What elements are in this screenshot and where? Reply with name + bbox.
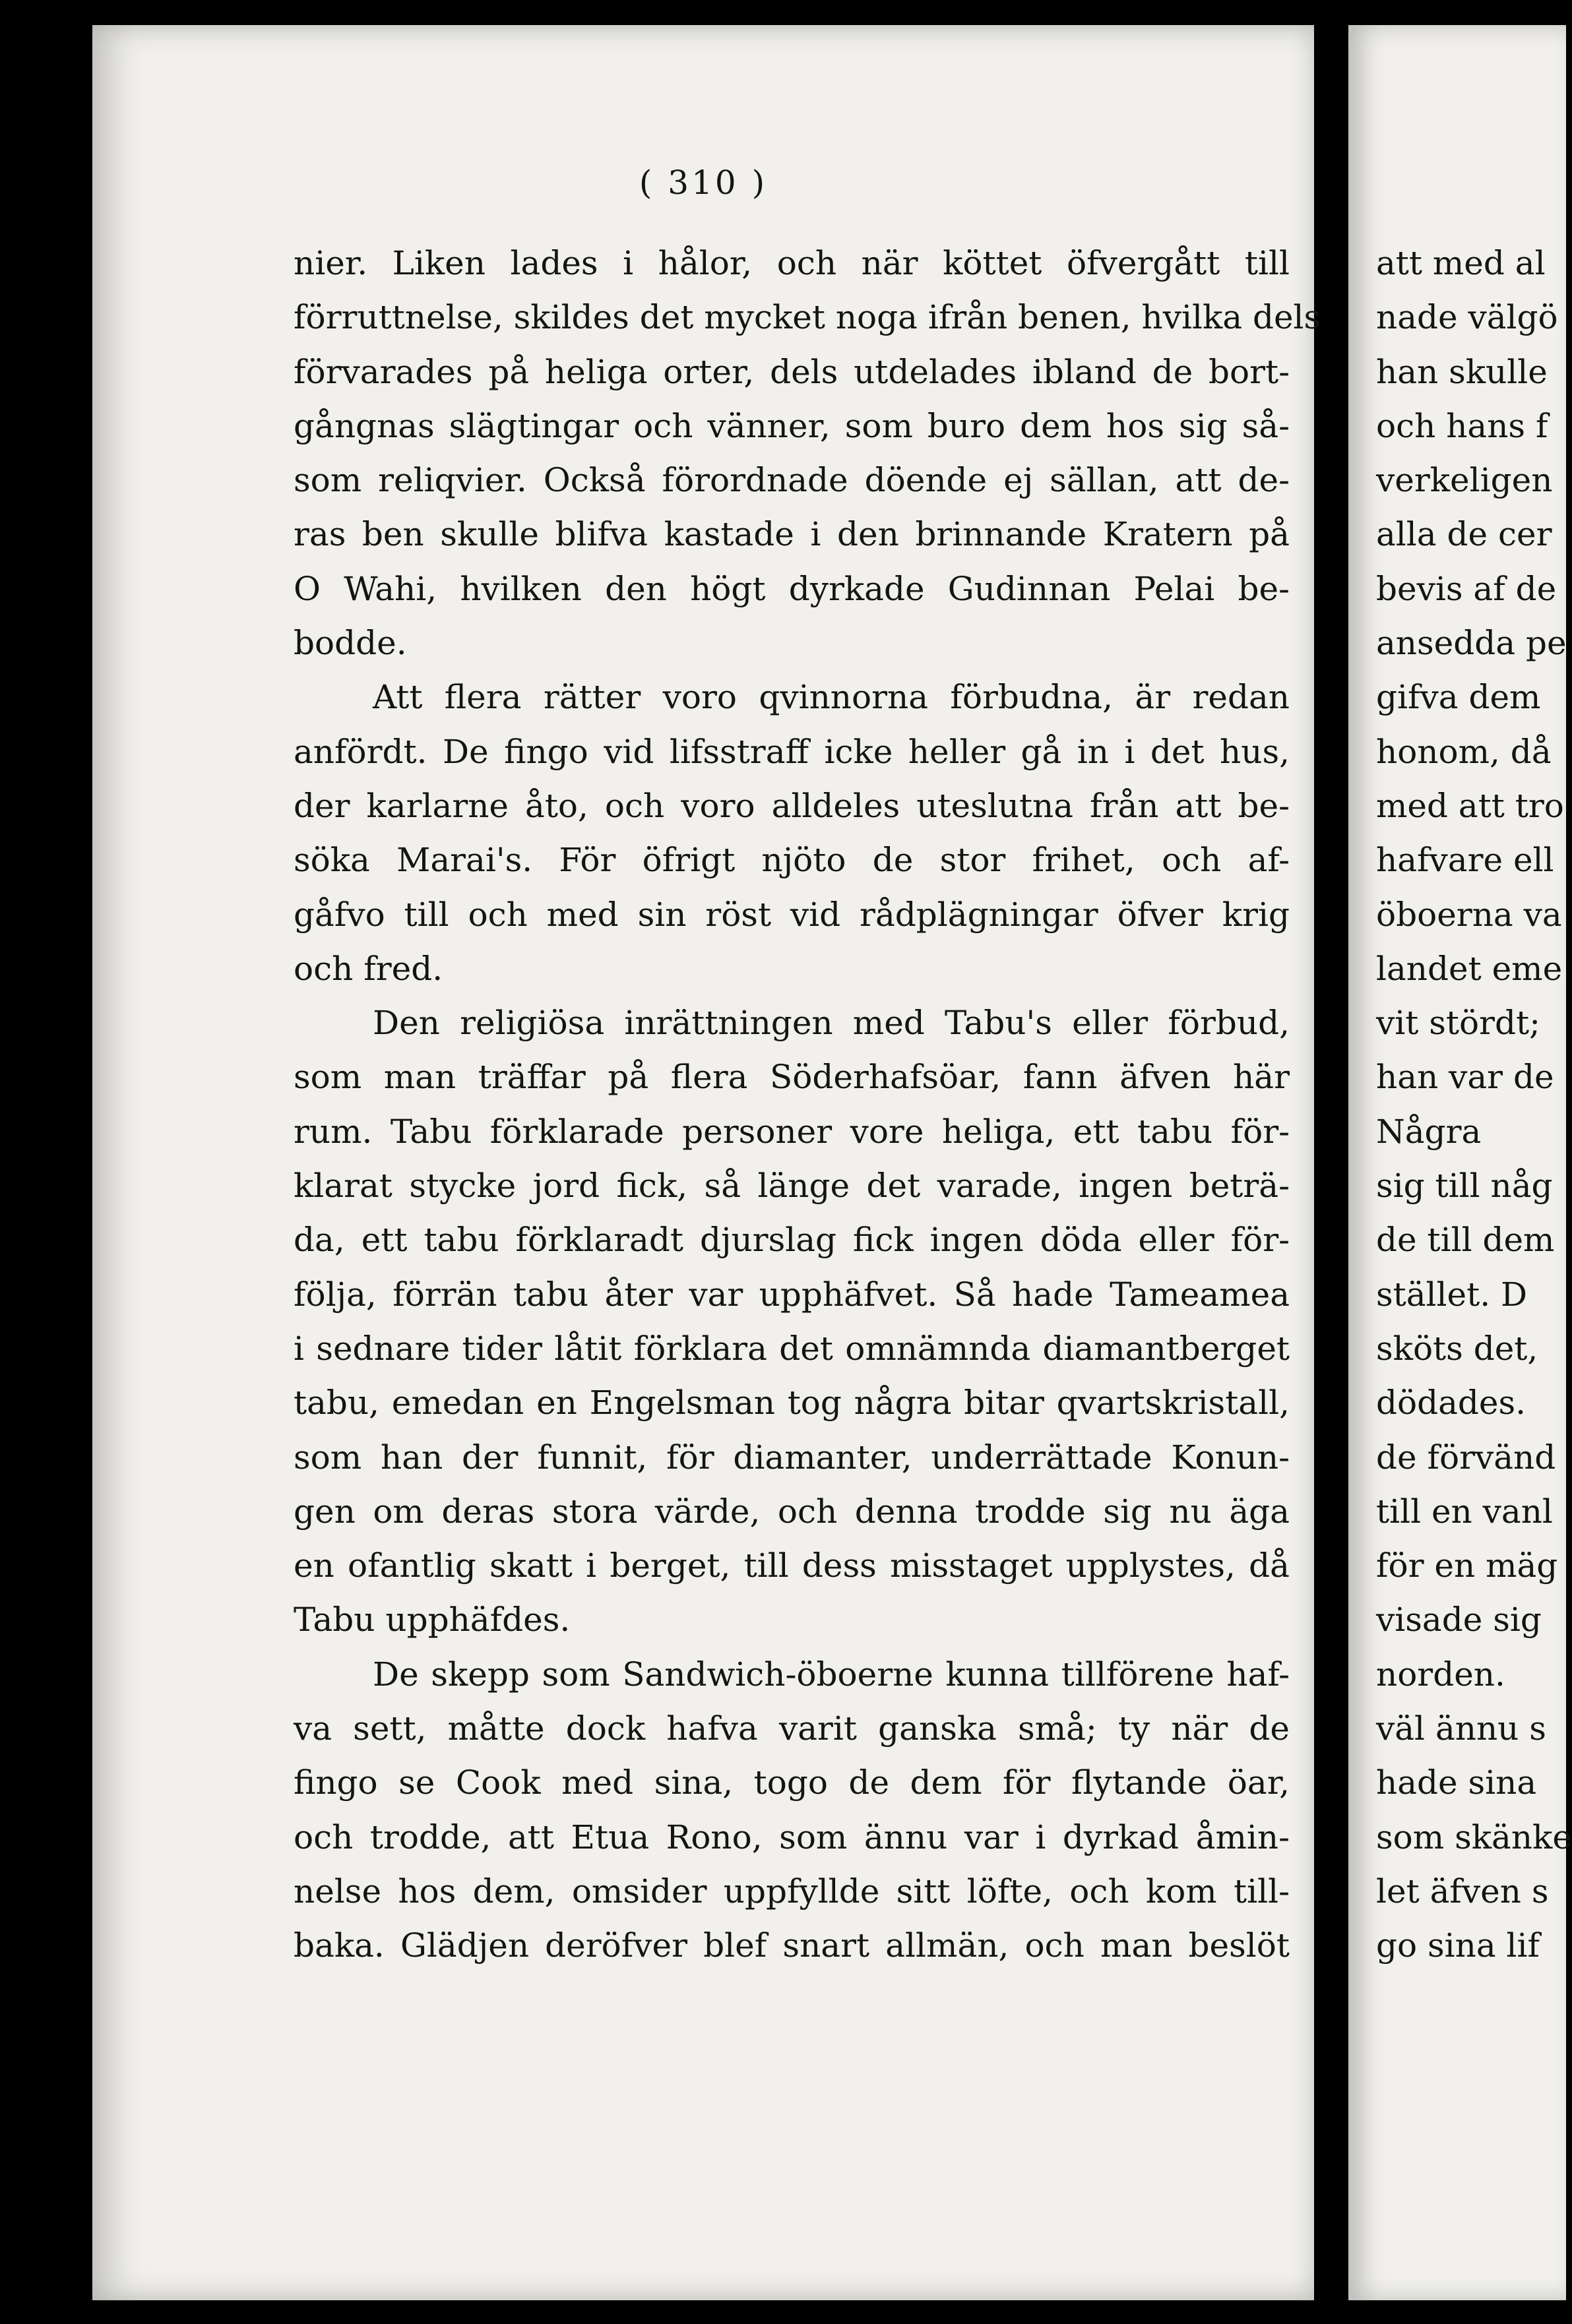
text-line: och trodde, att Etua Rono, som ännu var i dyrkad åmin- [294, 1818, 1290, 1856]
next-page-line: han var de [1376, 1058, 1554, 1097]
text-line: tabu, emedan en Engelsman tog några bitar qvartskristall, [294, 1384, 1290, 1422]
next-page-line: han skulle [1376, 352, 1548, 391]
text-line: och fred. [294, 949, 443, 988]
next-page-line: väl ännu s [1376, 1709, 1546, 1748]
next-page-line: med att tro [1376, 786, 1564, 825]
next-page-lines [1376, 236, 1572, 1973]
next-page-line: vit stördt; [1376, 1004, 1540, 1043]
text-line: nier. Liken lades i hålor, och när köttet öfvergått till [294, 244, 1290, 282]
text-line: ras ben skulle blifva kastade i den brinnande Kratern på [294, 515, 1290, 554]
next-page-line: honom, då [1376, 732, 1552, 771]
next-page-line: nade välgö [1376, 298, 1558, 337]
text-line: som han der funnit, för diamanter, underrättade Konun- [294, 1438, 1290, 1477]
text-line: va sett, måtte dock hafva varit ganska små; ty när de [294, 1709, 1290, 1748]
next-page-line: de till dem [1376, 1221, 1555, 1260]
text-line: Att flera rätter voro qvinnorna förbudna, är redan [373, 678, 1290, 717]
text-line: rum. Tabu förklarade personer vore heliga, ett tabu för- [294, 1112, 1290, 1151]
next-page-line: landet eme [1376, 949, 1563, 988]
next-page-fragment [1348, 25, 1572, 2300]
text-line: Den religiösa inrättningen med Tabu's eller förbud, [373, 1004, 1290, 1043]
text-line: gångnas slägtingar och vänner, som buro dem hos sig så- [294, 406, 1290, 445]
text-line: der karlarne åto, och voro alldeles uteslutna från att be- [294, 786, 1290, 825]
body-text [294, 236, 1321, 1973]
next-page-line: hade sina [1376, 1763, 1537, 1802]
text-line: nelse hos dem, omsider uppfyllde sitt löfte, och kom till- [294, 1872, 1290, 1911]
next-page-line: norden. [1376, 1655, 1505, 1694]
text-line: De skepp som Sandwich-öboerne kunna tillförene haf- [373, 1655, 1290, 1694]
next-page-line: sig till någ [1376, 1167, 1553, 1206]
text-line: gen om deras stora värde, och denna trodde sig nu äga [294, 1492, 1290, 1531]
next-page-line: de förvänd [1376, 1438, 1556, 1477]
next-page-line: hafvare ell [1376, 841, 1554, 880]
next-page-line: Några [1376, 1112, 1482, 1151]
text-line: bodde. [294, 624, 407, 663]
next-page-line: att med al [1376, 244, 1546, 282]
text-line: förruttnelse, skildes det mycket noga ifrån benen, hvilka dels [294, 298, 1321, 337]
next-page-line: sköts det, [1376, 1329, 1538, 1368]
next-page-line: visade sig [1376, 1601, 1542, 1639]
next-page-line: let äfven s [1376, 1872, 1549, 1911]
text-line: följa, förrän tabu åter var upphäfvet. Så hade Tamеamea [294, 1275, 1290, 1314]
text-line: i sednare tider låtit förklara det omnämnda diamantberget [294, 1329, 1290, 1368]
text-line: anfördt. De fingo vid lifsstraff icke heller gå in i det hus, [294, 732, 1290, 771]
text-line: förvarades på heliga orter, dels utdelades ibland de bort- [294, 352, 1290, 391]
text-line: Tabu upphäfdes. [294, 1601, 571, 1639]
text-line: fingo se Cook med sina, togo de dem för flytande öar, [294, 1763, 1290, 1802]
text-line: baka. Glädjen deröfver blef snart allmän, och man beslöt [294, 1926, 1290, 1965]
text-line: O Wahi, hvilken den högt dyrkade Gudinnan Pelai be- [294, 569, 1290, 608]
text-line: som man träffar på flera Söderhafsöar, fann äfven här [294, 1058, 1290, 1097]
next-page-line: till en vanl [1376, 1492, 1553, 1531]
next-page-line: alla de cer [1376, 515, 1552, 554]
next-page-line: öboerna va [1376, 895, 1562, 934]
page-number-header: ( 310 ) [639, 164, 768, 202]
next-page-line: gifva dem [1376, 678, 1541, 717]
next-page-line: ansedda pe [1376, 624, 1567, 663]
text-line: klarat stycke jord fick, så länge det varade, ingen beträ- [294, 1167, 1290, 1206]
next-page-line: för en mäg [1376, 1546, 1558, 1585]
next-page-line: och hans f [1376, 406, 1548, 445]
next-page-line: stället. D [1376, 1275, 1528, 1314]
next-page-line: som skänke [1376, 1818, 1572, 1856]
text-line: som reliqvier. Också förordnade döende ej sällan, att de- [294, 461, 1290, 500]
text-line: gåfvo till och med sin röst vid rådplägningar öfver krig [294, 895, 1290, 934]
text-line: da, ett tabu förklaradt djurslag fick ingen döda eller för- [294, 1221, 1290, 1260]
next-page-line: bevis af de [1376, 569, 1557, 608]
next-page-line: dödades. [1376, 1384, 1526, 1422]
text-line: en ofantlig skatt i berget, till dess misstaget upplystes, då [294, 1546, 1290, 1585]
text-line: söka Marai's. För öfrigt njöto de stor frihet, och af- [294, 841, 1290, 880]
book-page [92, 25, 1321, 2300]
next-page-line: go sina lif [1376, 1926, 1540, 1965]
next-page-line: verkeligen [1376, 461, 1553, 500]
